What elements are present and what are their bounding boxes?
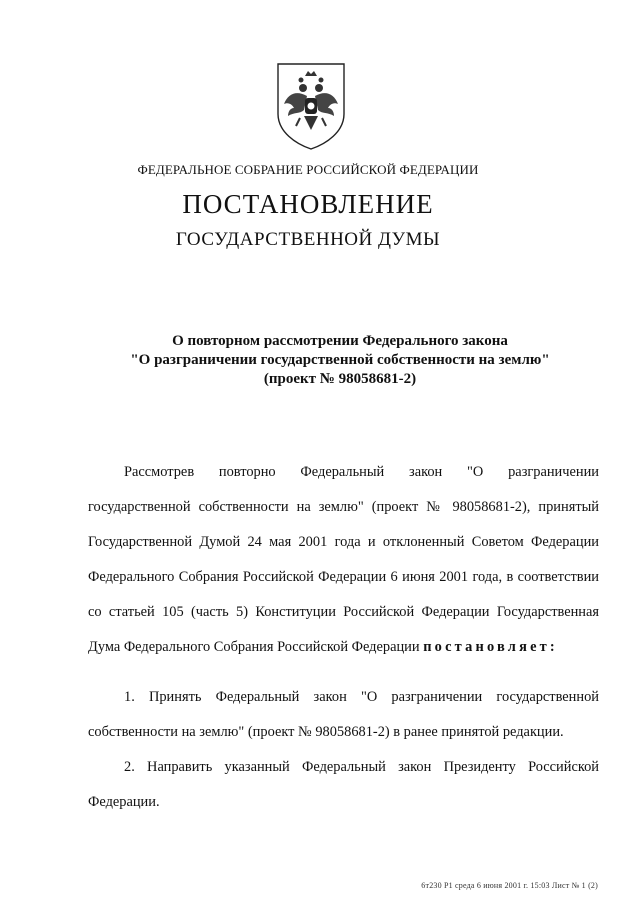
heading-line-2: "О разграничении государственной собственности на землю" (130, 352, 550, 368)
assembly-name: ФЕДЕРАЛЬНОЕ СОБРАНИЕ РОССИЙСКОЙ ФЕДЕРАЦИИ (137, 162, 479, 177)
resolution-body (88, 455, 599, 820)
resolves-word: постановляет: (423, 639, 558, 655)
page-footer: 6т230 Р1 среда 6 июня 2001 г. 15:03 Лист № 1 (2) (421, 881, 598, 890)
resolution-heading (60, 332, 620, 389)
intro-text: Рассмотрев повторно Федеральный закон "О разграничении государственной собственности на землю" (проект № 98058681-2), принятый Государственной Думой 24 мая 2001 года и отклоненный Советом Федерации Федерального Собрания Российской Федерации 6 июня 2001 года, в соответствии со статьей 105 (часть 5) Конституции Российской Федерации Государственная Дума Федерального Собрания Российской Федерации (88, 464, 599, 655)
heading-line-1: О повторном рассмотрении Федерального закона (172, 333, 508, 349)
document-type-title: ПОСТАНОВЛЕНИЕ (182, 189, 434, 219)
heading-line-3: (проект № 98058681-2) (263, 371, 417, 387)
coat-of-arms-icon (274, 60, 348, 152)
resolution-item-2: 2. Направить указанный Федеральный закон Президенту Российской Федерации. (88, 759, 599, 810)
intro-paragraph (88, 455, 599, 665)
issuing-body: ГОСУДАРСТВЕННОЙ ДУМЫ (175, 229, 441, 250)
resolution-item-1: 1. Принять Федеральный закон "О разграничении государственной собственности на землю" (проект № 98058681-2) в ранее принятой редакции. (88, 689, 599, 740)
